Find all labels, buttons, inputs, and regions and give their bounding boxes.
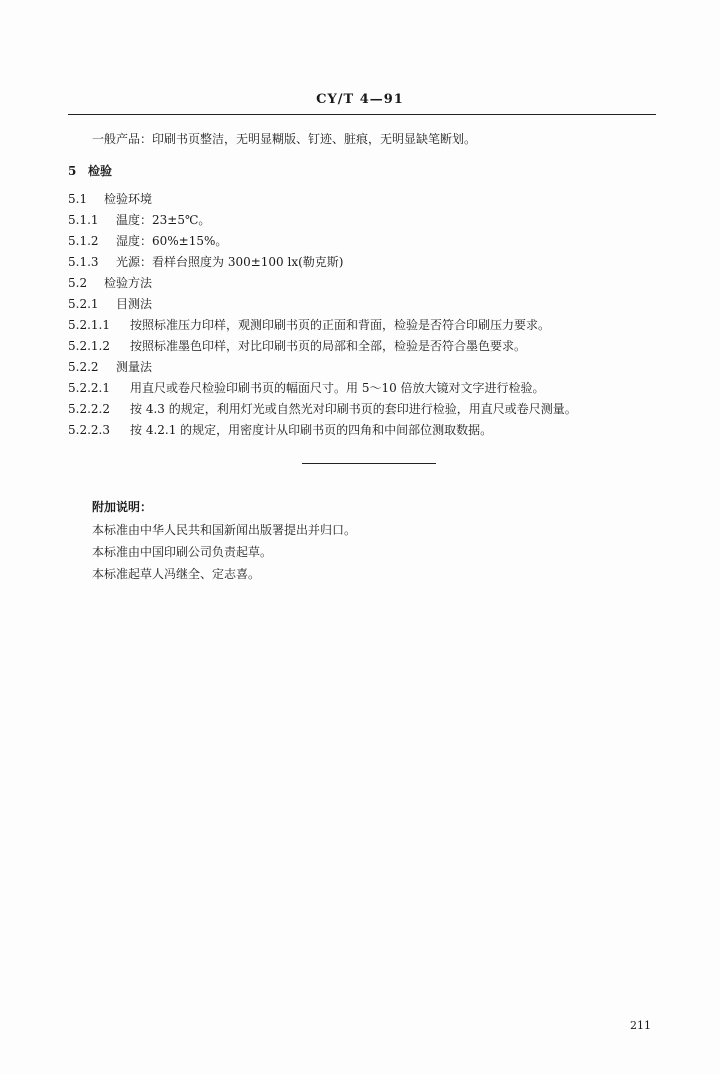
clause-5-2-1 bbox=[68, 297, 152, 311]
clause-5-2-1-2 bbox=[68, 339, 526, 353]
clause-5-2-2-3 bbox=[68, 423, 492, 437]
clause-number: 5.2.2.2 bbox=[68, 402, 110, 416]
section-title: 检验 bbox=[88, 164, 113, 178]
section-5-heading bbox=[68, 164, 112, 178]
clause-number: 5.2.2 bbox=[68, 360, 99, 374]
clause-5-1-1 bbox=[68, 213, 210, 227]
clause-5-1-3 bbox=[68, 255, 343, 269]
clause-number: 5.1 bbox=[68, 192, 88, 206]
clause-text: 光源：看样台照度为 300±100 lx(勒克斯) bbox=[116, 255, 344, 269]
clause-number: 5.2.1.2 bbox=[68, 339, 110, 353]
intro-paragraph: 一般产品：印刷书页整洁，无明显糊版、钉迹、脏痕，无明显缺笔断划。 bbox=[92, 132, 477, 146]
clause-number: 5.2.2.1 bbox=[68, 381, 110, 395]
clause-5-2-1-1 bbox=[68, 318, 550, 332]
note-line: 本标准起草人冯继全、定志喜。 bbox=[92, 567, 261, 581]
clause-text: 温度：23±5℃。 bbox=[116, 213, 211, 227]
note-line: 本标准由中国印刷公司负责起草。 bbox=[92, 545, 273, 559]
note-title: 附加说明： bbox=[92, 500, 153, 514]
clause-number: 5.1.2 bbox=[68, 234, 99, 248]
header-rule bbox=[68, 114, 656, 115]
clause-number: 5.2.1 bbox=[68, 297, 99, 311]
clause-text: 按照标准压力印样，观测印刷书页的正面和背面，检验是否符合印刷压力要求。 bbox=[130, 318, 551, 332]
clause-number: 5.2.2.3 bbox=[68, 423, 110, 437]
section-number: 5 bbox=[68, 164, 77, 178]
clause-5-2 bbox=[68, 276, 152, 290]
end-of-text-rule bbox=[302, 463, 436, 464]
clause-text: 按 4.3 的规定，利用灯光或自然光对印刷书页的套印进行检验，用直尺或卷尺测量。 bbox=[130, 402, 577, 416]
clause-number: 5.2.1.1 bbox=[68, 318, 110, 332]
clause-text: 检验环境 bbox=[104, 192, 153, 206]
clause-5-2-2 bbox=[68, 360, 152, 374]
clause-5-1-2 bbox=[68, 234, 227, 248]
clause-text: 按照标准墨色印样，对比印刷书页的局部和全部，检验是否符合墨色要求。 bbox=[130, 339, 527, 353]
clause-5-2-2-1 bbox=[68, 381, 545, 395]
clause-text: 按 4.2.1 的规定，用密度计从印刷书页的四角和中间部位测取数据。 bbox=[130, 423, 493, 437]
clause-5-1 bbox=[68, 192, 152, 206]
note-line: 本标准由中华人民共和国新闻出版署提出并归口。 bbox=[92, 523, 357, 537]
clause-number: 5.1.1 bbox=[68, 213, 99, 227]
standard-code-header: CY/T 4—91 bbox=[316, 92, 404, 107]
clause-5-2-2-2 bbox=[68, 402, 577, 416]
clause-text: 湿度：60%±15%。 bbox=[116, 234, 228, 248]
clause-text: 用直尺或卷尺检验印刷书页的幅面尺寸。用 5～10 倍放大镜对文字进行检验。 bbox=[130, 381, 545, 395]
clause-text: 目测法 bbox=[116, 297, 153, 311]
clause-text: 检验方法 bbox=[104, 276, 153, 290]
clause-number: 5.1.3 bbox=[68, 255, 99, 269]
clause-number: 5.2 bbox=[68, 276, 88, 290]
clause-text: 测量法 bbox=[116, 360, 153, 374]
page-number: 211 bbox=[630, 1019, 651, 1032]
